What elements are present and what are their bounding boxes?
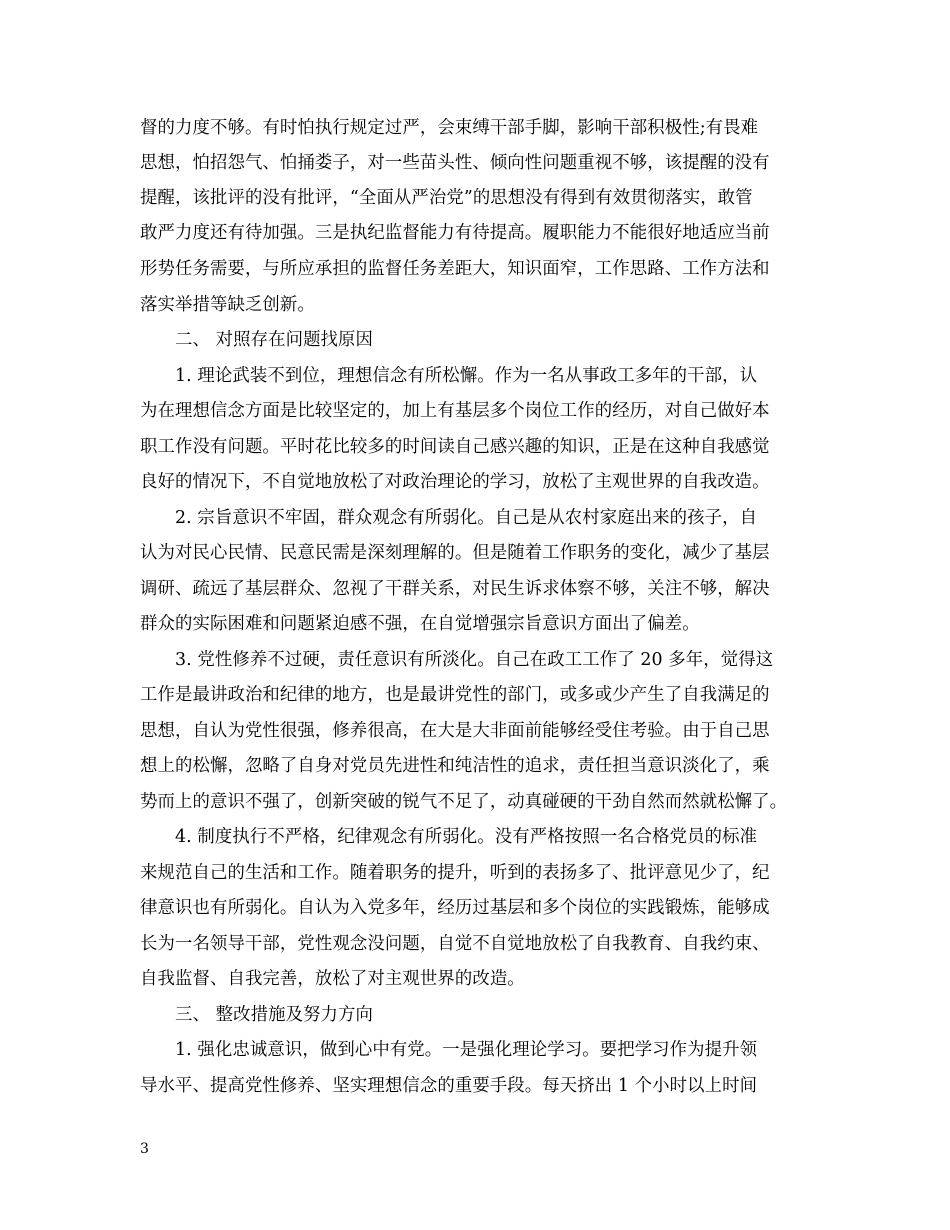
text-line: 职工作没有问题。平时花比较多的时间读自己感兴趣的知识，正是在这种自我感觉 bbox=[140, 437, 770, 457]
text-line: 提醒，该批评的没有批评，“全面从严治党”的思想没有得到有效贯彻落实，敢管 bbox=[140, 188, 753, 208]
text-line: 4. 制度执行不严格，纪律观念有所弱化。没有严格按照一名合格党员的标准 bbox=[175, 827, 758, 847]
text-line: 导水平、提高党性修养、坚实理想信念的重要手段。每天挤出 1 个小时以上时间 bbox=[140, 1076, 758, 1096]
text-line: 认为对民心民情、民意民需是深刻理解的。但是随着工作职务的变化，减少了基层 bbox=[140, 543, 770, 563]
text-line: 调研、疏远了基层群众、忽视了干群关系，对民生诉求体察不够，关注不够，解决 bbox=[140, 579, 770, 599]
page-number: 3 bbox=[140, 1141, 149, 1157]
section-heading: 三、 整改措施及努力方向 bbox=[175, 1005, 374, 1025]
text-line: 良好的情况下，不自觉地放松了对政治理论的学习，放松了主观世界的自我改造。 bbox=[140, 472, 770, 492]
text-line: 长为一名领导干部，党性观念没问题，自觉不自觉地放松了自我教育、自我约束、 bbox=[140, 934, 770, 954]
text-line: 思想，怕招怨气、怕捅娄子，对一些苗头性、倾向性问题重视不够，该提醒的没有 bbox=[140, 153, 770, 173]
text-line: 想上的松懈，忽略了自身对党员先进性和纯洁性的追求，责任担当意识淡化了，乘 bbox=[140, 756, 770, 776]
text-line: 律意识也有所弱化。自认为入党多年，经历过基层和多个岗位的实践锻炼，能够成 bbox=[140, 898, 770, 918]
text-line: 落实举措等缺乏创新。 bbox=[140, 295, 315, 315]
text-line: 3. 党性修养不过硬，责任意识有所淡化。自己在政工工作了 20 多年，觉得这 bbox=[175, 650, 774, 670]
text-line: 敢严力度还有待加强。三是执纪监督能力有待提高。履职能力不能很好地适应当前 bbox=[140, 223, 770, 243]
text-line: 形势任务需要，与所应承担的监督任务差距大，知识面窄，工作思路、工作方法和 bbox=[140, 259, 770, 279]
text-line: 工作是最讲政治和纪律的地方，也是最讲党性的部门，或多或少产生了自我满足的 bbox=[140, 685, 770, 705]
text-line: 2. 宗旨意识不牢固，群众观念有所弱化。自己是从农村家庭出来的孩子，自 bbox=[175, 508, 758, 528]
text-line: 势而上的意识不强了，创新突破的锐气不足了，动真碰硬的干劲自然而然就松懈了。 bbox=[140, 792, 788, 812]
text-line: 1. 强化忠诚意识，做到心中有党。一是强化理论学习。要把学习作为提升领 bbox=[175, 1040, 758, 1060]
text-line: 群众的实际困难和问题紧迫感不强，在自觉增强宗旨意识方面出了偏差。 bbox=[140, 614, 700, 634]
section-heading: 二、 对照存在问题找原因 bbox=[175, 330, 374, 350]
text-line: 为在理想信念方面是比较坚定的，加上有基层多个岗位工作的经历，对自己做好本 bbox=[140, 401, 770, 421]
text-line: 来规范自己的生活和工作。随着职务的提升，听到的表扬多了、批评意见少了，纪 bbox=[140, 863, 770, 883]
text-line: 1. 理论武装不到位，理想信念有所松懈。作为一名从事政工多年的干部，认 bbox=[175, 366, 758, 386]
text-line: 督的力度不够。有时怕执行规定过严，会束缚干部手脚，影响干部积极性;有畏难 bbox=[140, 118, 759, 138]
text-line: 思想，自认为党性很强，修养很高，在大是大非面前能够经受住考验。由于自己思 bbox=[140, 721, 770, 741]
text-line: 自我监督、自我完善，放松了对主观世界的改造。 bbox=[140, 969, 525, 989]
